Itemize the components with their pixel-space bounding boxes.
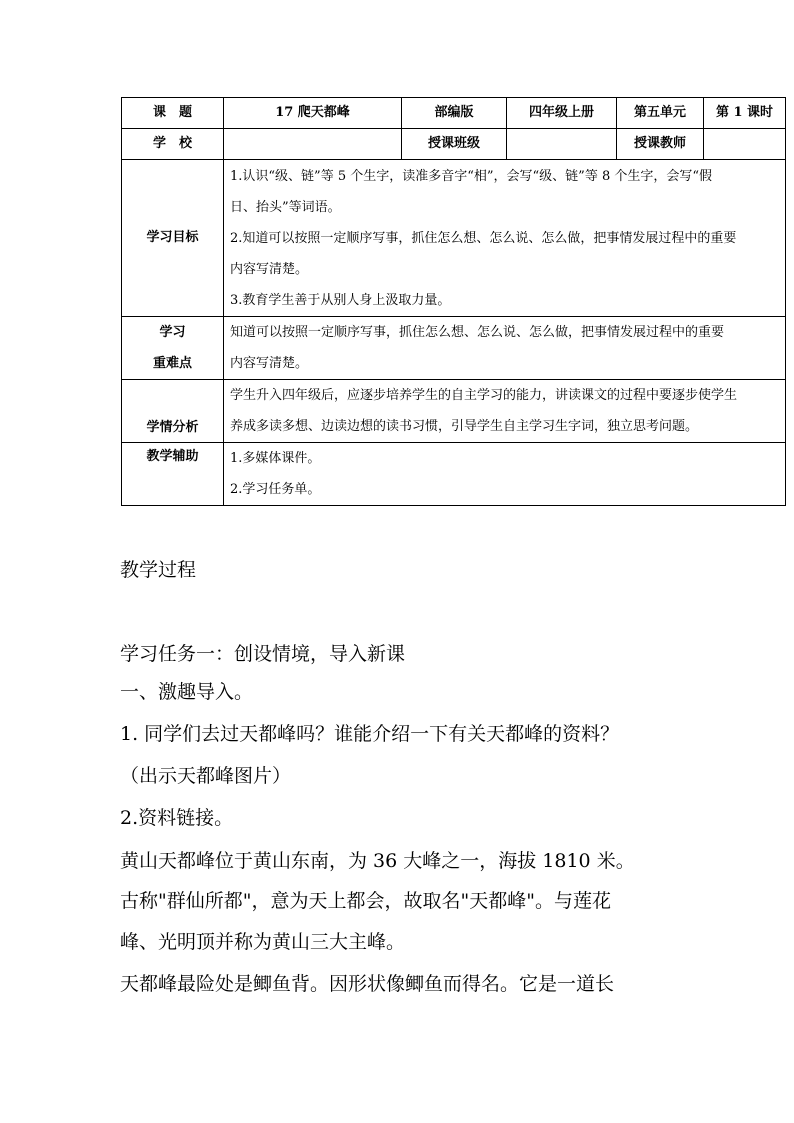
grade-cell: 四年级上册: [507, 98, 617, 129]
lesson-info-table: [121, 97, 786, 506]
topic-label: 课 题: [122, 98, 224, 129]
body-line: 峰、光明顶并称为黄山三大主峰。: [120, 931, 406, 953]
body-line: 天都峰最险处是鲫鱼背。因形状像鲫鱼而得名。它是一道长: [120, 973, 615, 995]
body-line: 2.资料链接。: [120, 807, 234, 829]
goals-line: 2.知道可以按照一定顺序写事，抓住怎么想、怎么说、怎么做，把事情发展过程中的重要: [230, 230, 737, 246]
class-label: 授课班级: [402, 129, 507, 160]
aids-line: 2.学习任务单。: [230, 482, 321, 497]
aids-content: [224, 443, 786, 506]
difficulty-label-line: 学习: [159, 325, 186, 340]
body-line: 古称"群仙所都"，意为天上都会，故取名"天都峰"。与莲花: [120, 890, 611, 912]
difficulty-line: 内容写清楚。: [230, 356, 309, 371]
table-row: [122, 129, 786, 160]
difficulty-label-line: 重难点: [152, 356, 192, 371]
teacher-label: 授课教师: [617, 129, 704, 160]
goals-content: [224, 160, 786, 317]
goals-line: 3.教育学生善于从别人身上汲取力量。: [230, 292, 451, 308]
analysis-line: 养成多读多想、边读边想的读书习惯，引导学生自主学习生字词，独立思考问题。: [230, 419, 699, 434]
goals-line: 内容写清楚。: [230, 261, 309, 277]
task-one-heading: 学习任务一：创设情境，导入新课: [120, 643, 406, 665]
table-row: [122, 317, 786, 380]
body-line: （出示天都峰图片）: [120, 765, 292, 787]
aids-label: 教学辅助: [122, 443, 224, 506]
goals-line: 1.认识“级、链”等 5 个生字，读准多音字“相”，会写“级、链”等 8 个生字，会写“假: [230, 168, 712, 184]
body-line: 黄山天都峰位于黄山东南，为 36 大峰之一，海拔 1810 米。: [120, 850, 635, 872]
body-line: 1. 同学们去过天都峰吗？谁能介绍一下有关天都峰的资料？: [120, 723, 620, 745]
table-row: [122, 160, 786, 317]
analysis-content: [224, 380, 786, 443]
unit-cell: 第五单元: [617, 98, 704, 129]
aids-line: 1.多媒体课件。: [230, 451, 321, 466]
table-row: [122, 380, 786, 443]
lesson-number-cell: 第 1 课时: [704, 98, 786, 129]
edition-cell: 部编版: [402, 98, 507, 129]
difficulty-label: [122, 317, 224, 380]
process-heading: 教学过程: [120, 559, 197, 581]
school-label: 学 校: [122, 129, 224, 160]
body-line: 一、激趣导入。: [120, 681, 254, 703]
teacher-value: [704, 129, 786, 160]
analysis-line: 学生升入四年级后，应逐步培养学生的自主学习的能力，讲读课文的过程中要逐步使学生: [230, 388, 738, 403]
goals-line: 日、抬头”等词语。: [230, 199, 341, 215]
difficulty-line: 知道可以按照一定顺序写事，抓住怎么想、怎么说、怎么做，把事情发展过程中的重要: [230, 325, 725, 340]
lesson-title: 17 爬天都峰: [224, 98, 402, 129]
class-value: [507, 129, 617, 160]
school-value: [224, 129, 402, 160]
difficulty-content: [224, 317, 786, 380]
goals-label: 学习目标: [122, 160, 224, 317]
table-row: [122, 98, 786, 129]
table-row: [122, 443, 786, 506]
analysis-label: 学情分析: [122, 380, 224, 443]
